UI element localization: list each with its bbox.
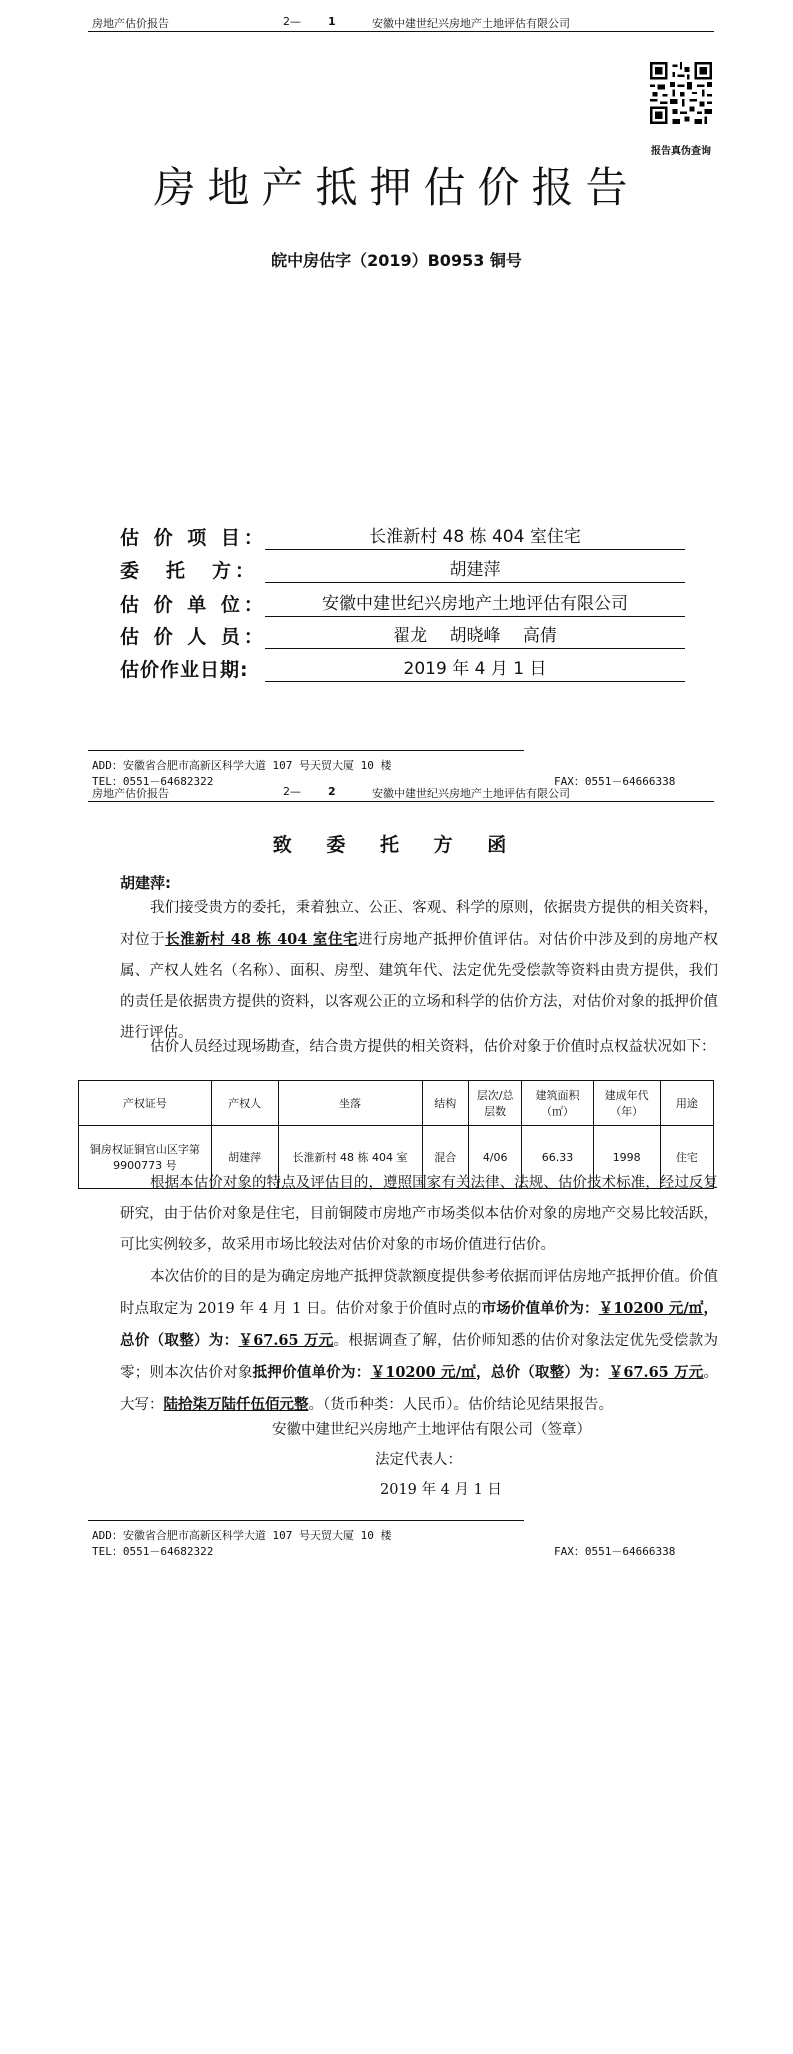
info-label-project: 估 价 项 目：: [120, 527, 267, 549]
page1-footer-rule: [88, 750, 524, 751]
table-header: 坐落: [278, 1081, 422, 1126]
p1-text-b: 进行房地产抵押价值评估。对估价中涉及到的房地产权属、产权人姓名（名称）、面积、房型、建筑年代、法定优先受偿款等资料由贵方提供，我们的责任是依据贵方提供的资料，以客观公正的立场和科学的估价方法，对估价对象的抵押价值进行评估。: [120, 932, 719, 1041]
p4-text-4: 。（货币种类：人民币）。估价结论见结果报告。: [308, 1397, 613, 1413]
p4-text-3: 。大写：: [120, 1365, 719, 1413]
report-number: 皖中房估字（2019）B0953 铜号: [271, 251, 522, 270]
table-cell-structure: 混合: [422, 1126, 468, 1189]
table-header: 建成年代（年）: [593, 1081, 660, 1126]
qr-code-icon[interactable]: [650, 62, 712, 124]
signature-date: 2019 年 4 月 1 日: [380, 1482, 502, 1498]
signature-company: 安徽中建世纪兴房地产土地评估有限公司（签章）: [272, 1422, 591, 1438]
p4-market-total-price: ￥67.65 万元: [238, 1332, 334, 1349]
page2-header-rule: [88, 801, 714, 802]
page2-header-dash: 2—: [283, 785, 301, 798]
info-value-appraisers: 翟龙 胡晓峰 高倩: [265, 621, 685, 649]
letter-salutation: 胡建萍:: [120, 874, 171, 892]
page2-footer-rule: [88, 1520, 524, 1521]
p1-address: 长淮新村 48 栋 404 室住宅: [165, 931, 358, 948]
table-cell-year: 1998: [593, 1126, 660, 1189]
p1-text-a: 我们接受贵方的委托，秉着独立、公正、客观、科学的原则，依据贵方提供的相关资料，对位于: [120, 900, 718, 948]
letter-paragraph-1: [120, 893, 718, 1049]
table-cell-floor: 4/06: [469, 1126, 522, 1189]
table-header: 产权人: [211, 1081, 278, 1126]
page1-footer-address: ADD：安徽省合肥市高新区科学大道 107 号天贸大厦 10 楼: [92, 759, 392, 772]
p4-market-total-label: ，总价（取整）为：: [120, 1300, 718, 1349]
page1-footer-fax: FAX：0551－64666338: [554, 775, 676, 788]
signature-legal-rep: 法定代表人：: [375, 1452, 462, 1468]
p4-amount-in-words: 陆拾柒万陆仟伍佰元整: [163, 1396, 309, 1413]
table-header: 用途: [660, 1081, 713, 1126]
page1-header-dash: 2—: [283, 15, 301, 28]
page2-footer-tel: TEL：0551－64682322: [92, 1545, 214, 1558]
page1-header-rule: [88, 31, 714, 32]
info-label-appraiser-firm: 估 价 单 位：: [120, 594, 267, 616]
page2-header-page-number: 2: [328, 785, 336, 798]
letter-paragraph-3: 根据本估价对象的特点及评估目的，遵照国家有关法律、法规、估价技术标准，经过反复研究，由于估价对象是住宅，目前铜陵市房地产市场类似本估价对象的房地产交易比较活跃，可比实例较多，故采用市场比较法对估价对象的市场价值进行估价。: [120, 1175, 718, 1253]
info-label-appraisers: 估 价 人 员：: [120, 626, 267, 648]
page2-header-left: 房地产估价报告: [92, 787, 169, 800]
letter-paragraph-2: 估价人员经过现场勘查，结合贵方提供的相关资料，估价对象于价值时点权益状况如下：: [150, 1039, 716, 1055]
page1-header-left: 房地产估价报告: [92, 17, 169, 30]
table-cell-owner: 胡建萍: [211, 1126, 278, 1189]
p4-market-price-label: 市场价值单价为：: [481, 1300, 599, 1317]
table-cell-area: 66.33: [522, 1126, 593, 1189]
table-cell-location: 长淮新村 48 栋 404 室: [278, 1126, 422, 1189]
p4-mortgage-price-label: 抵押价值单价为：: [252, 1364, 371, 1381]
info-value-project: 长淮新村 48 栋 404 室住宅: [265, 522, 685, 550]
qr-caption: 报告真伪查询: [651, 146, 711, 157]
table-header-row: [79, 1081, 714, 1126]
info-label-client: 委 托 方：: [120, 560, 259, 582]
letter-title: 致 委 托 方 函: [272, 834, 521, 856]
table-cell-use: 住宅: [660, 1126, 713, 1189]
table-header: 层次/总层数: [469, 1081, 522, 1126]
letter-paragraph-4: [120, 1262, 718, 1421]
p4-text-2: 。根据调查了解，估价师知悉的估价对象法定优先受偿款为零；则本次估价对象: [120, 1333, 719, 1381]
p4-mortgage-unit-price: ￥10200 元/㎡: [370, 1364, 476, 1381]
table-header: 产权证号: [79, 1081, 212, 1126]
info-value-client: 胡建萍: [265, 555, 685, 583]
info-value-appraiser-firm: 安徽中建世纪兴房地产土地评估有限公司: [265, 589, 685, 617]
p4-text-1: 本次估价的目的是为确定房地产抵押贷款额度提供参考依据而评估房地产抵押价值。价值时点取定为 2019 年 4 月 1 日。估价对象于价值时点的: [120, 1269, 718, 1317]
page2-header-right: 安徽中建世纪兴房地产土地评估有限公司: [372, 787, 570, 800]
p4-mortgage-total-price: ￥67.65 万元: [608, 1364, 704, 1381]
table-header: 建筑面积（㎡）: [522, 1081, 593, 1126]
table-header: 结构: [422, 1081, 468, 1126]
p4-mortgage-total-label: ，总价（取整）为：: [475, 1364, 609, 1381]
report-title: 房地产抵押估价报告: [153, 163, 640, 212]
page1-header-page-number: 1: [328, 15, 336, 28]
table-cell-cert-no: 铜房权证铜官山区字第 9900773 号: [79, 1126, 212, 1189]
page1-footer-tel: TEL：0551－64682322: [92, 775, 214, 788]
p4-market-unit-price: ￥10200 元/㎡: [598, 1300, 704, 1317]
page2-footer-fax: FAX：0551－64666338: [554, 1545, 676, 1558]
page1-header-right: 安徽中建世纪兴房地产土地评估有限公司: [372, 17, 570, 30]
info-value-date: 2019 年 4 月 1 日: [265, 654, 685, 682]
page2-footer-address: ADD：安徽省合肥市高新区科学大道 107 号天贸大厦 10 楼: [92, 1529, 392, 1542]
info-label-date: 估价作业日期:: [120, 659, 249, 681]
